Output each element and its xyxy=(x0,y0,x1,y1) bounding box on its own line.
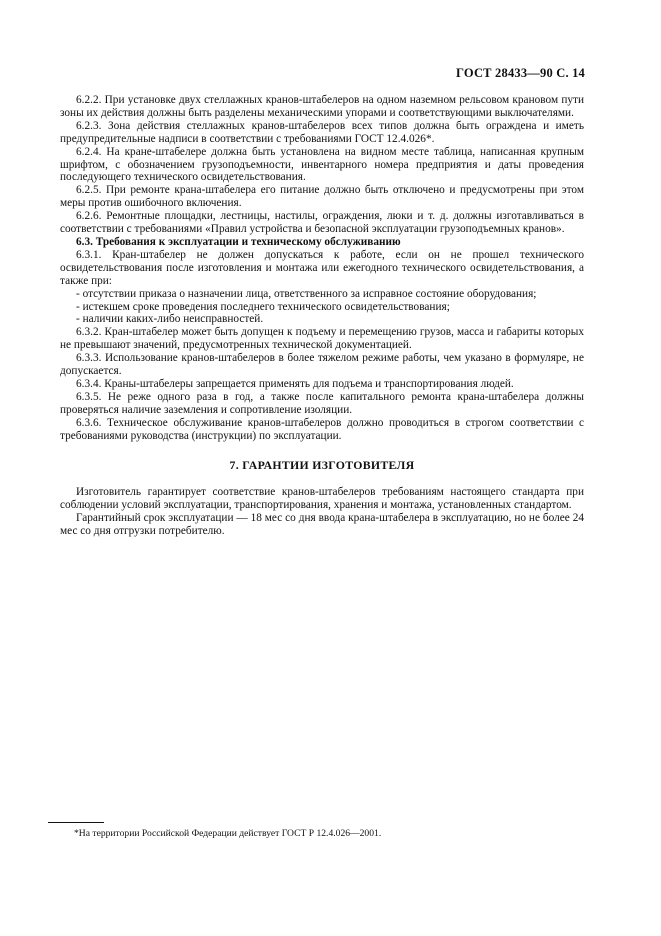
footnote-divider xyxy=(48,822,104,823)
paragraph-warranty-2: Гарантийный срок эксплуатации — 18 мес со дня ввода крана-штабелера в эксплуатацию, но не более 24 мес со дня отгрузки потребителю. xyxy=(60,512,584,538)
footnote: *На территории Российской Федерации действует ГОСТ Р 12.4.026—2001. xyxy=(74,828,382,839)
list-item: - наличии каких-либо неисправностей. xyxy=(76,313,264,326)
paragraph-warranty-1: Изготовитель гарантирует соответствие кранов-штабелеров требованиям настоящего стандарта при соблюдении условий эксплуатации, транспортирования, хранения и монтажа, установленных стандартом. xyxy=(60,486,584,512)
paragraph-6-3-6: 6.3.6. Техническое обслуживание кранов-штабелеров должно проводиться в строгом соответствии с требованиями руководства (инструкции) по эксплуатации. xyxy=(60,416,584,442)
list-item: - истекшем сроке проведения последнего технического освидетельствования; xyxy=(76,300,450,313)
list-item: - отсутствии приказа о назначении лица, ответственного за исправное состояние оборудования; xyxy=(76,287,537,300)
paragraph-6-3-5: 6.3.5. Не реже одного раза в год, а также после капитального ремонта крана-штабелера должны проверяться наличие заземления и сопротивление изоляции. xyxy=(60,390,584,416)
paragraph-6-2-3: 6.2.3. Зона действия стеллажных кранов-штабелеров всех типов должна быть ограждена и иметь предупредительные надписи в соответствии с требованиями ГОСТ 12.4.026*. xyxy=(60,119,584,145)
section-heading-7: 7. ГАРАНТИИ ИЗГОТОВИТЕЛЯ xyxy=(229,458,415,473)
paragraph-6-2-4: 6.2.4. На кране-штабелере должна быть установлена на видном месте таблица, написанная крупным шрифтом, с обозначением грузоподъемности, инвентарного номера предприятия и даты проведения последующего технического освидетельствования. xyxy=(60,145,584,184)
paragraph-6-2-5: 6.2.5. При ремонте крана-штабелера его питание должно быть отключено и предусмотрены при этом меры против ошибочного включения. xyxy=(60,184,584,210)
document-body xyxy=(60,94,584,538)
paragraph-6-2-6: 6.2.6. Ремонтные площадки, лестницы, настилы, ограждения, люки и т. д. должны изготавливаться в соответствии с требованиями «Правил устройства и безопасной эксплуатации грузоподъемных кранов». xyxy=(60,210,584,236)
page-header: ГОСТ 28433—90 С. 14 xyxy=(456,66,585,80)
paragraph-6-3-4: 6.3.4. Краны-штабелеры запрещается применять для подъема и транспортирования людей. xyxy=(76,377,514,390)
paragraph-6-3-2: 6.3.2. Кран-штабелер может быть допущен к подъему и перемещению грузов, масса и габариты которых не превышают значений, предусмотренных технической документацией. xyxy=(60,326,584,352)
paragraph-6-2-2: 6.2.2. При установке двух стеллажных кранов-штабелеров на одном наземном рельсовом крановом пути зоны их действия должны быть разделены механическими упорами и соответствующими выключателями. xyxy=(60,94,584,119)
paragraph-6-3-1: 6.3.1. Кран-штабелер не должен допускаться к работе, если он не прошел технического освидетельствования после изготовления и монтажа или ежегодного технического освидетельствования, а также при: xyxy=(60,248,584,287)
paragraph-6-3-3: 6.3.3. Использование кранов-штабелеров в более тяжелом режиме работы, чем указано в формуляре, не допускается. xyxy=(60,352,584,378)
subsection-heading-6-3: 6.3. Требования к эксплуатации и техническому обслуживанию xyxy=(76,235,401,248)
